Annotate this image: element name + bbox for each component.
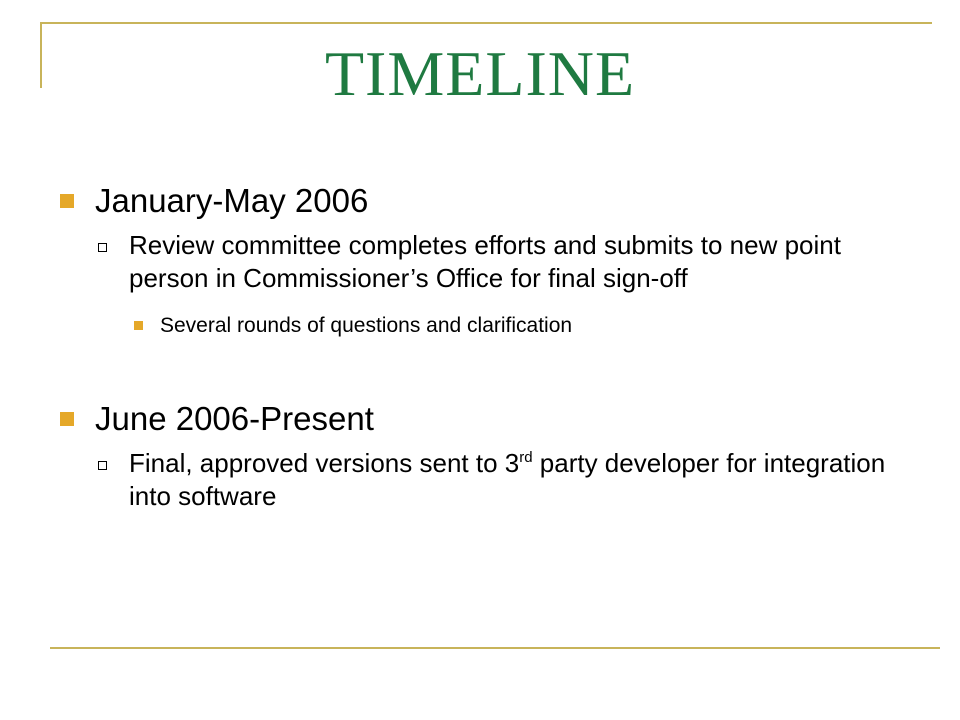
superscript-text: rd <box>519 449 533 466</box>
list-item-text-after: party developer for integration into software <box>129 448 886 511</box>
square-bullet-icon <box>60 194 74 208</box>
hollow-square-bullet-icon <box>98 461 107 470</box>
section-spacer <box>60 340 900 396</box>
section-heading-text: June 2006-Present <box>95 400 374 437</box>
section-heading-text: January-May 2006 <box>95 182 369 219</box>
square-bullet-icon <box>60 412 74 426</box>
list-item <box>95 447 900 513</box>
list-item-text-before: Final, approved versions sent to 3 <box>129 448 520 478</box>
section-heading <box>60 178 900 224</box>
section-heading <box>60 396 900 442</box>
frame-bottom-line <box>50 647 940 649</box>
square-bullet-icon <box>134 321 143 330</box>
sub-list-item-text: Several rounds of questions and clarification <box>160 314 573 337</box>
slide-title: TIMELINE <box>324 38 636 109</box>
frame-top-line <box>40 22 932 24</box>
list-item <box>95 229 900 295</box>
list-item-text: Review committee completes efforts and submits to new point person in Commissioner’s Office for final sign-off <box>129 230 841 293</box>
sub-list-item <box>129 312 900 340</box>
hollow-square-bullet-icon <box>98 243 107 252</box>
timeline-section-june-present <box>60 396 900 513</box>
slide-content <box>60 178 900 513</box>
timeline-section-jan-may <box>60 178 900 340</box>
